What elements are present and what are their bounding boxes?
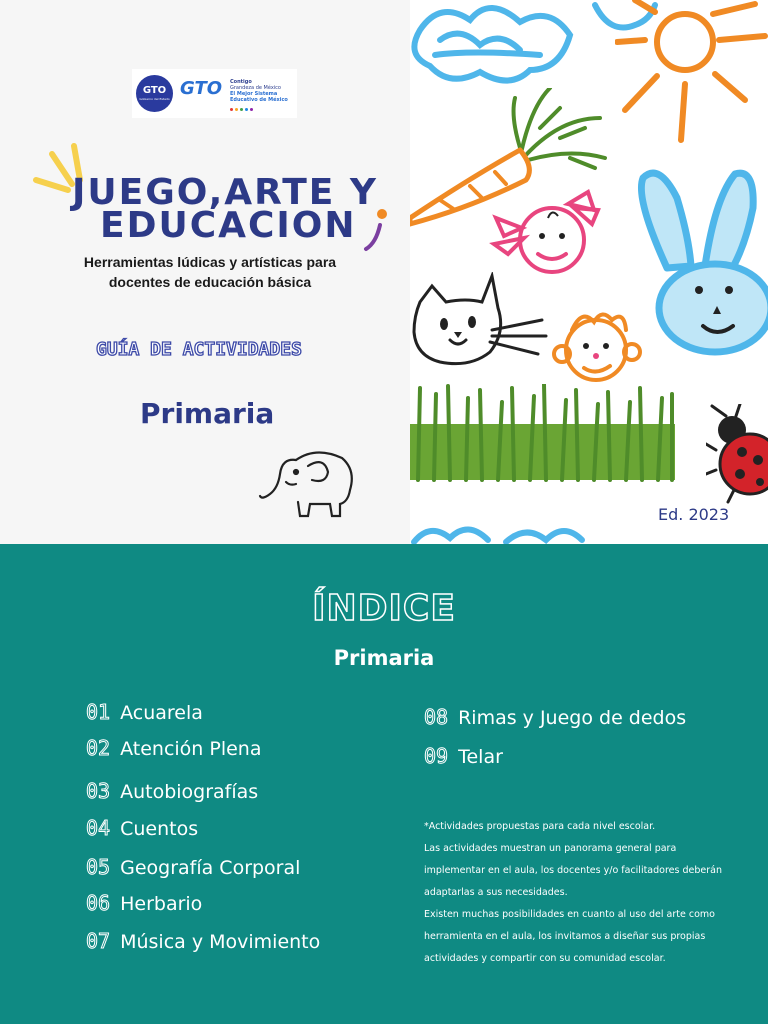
cover-left-panel (0, 0, 410, 544)
cover-subtitle: Herramientas lúdicas y artísticas para docentes de educación básica (83, 254, 337, 290)
gto-seal-icon: GTO Gobierno del Estado (136, 75, 173, 112)
illustration-panel (410, 0, 768, 544)
index-heading: ÍNDICE (312, 588, 456, 629)
index-item-autobiografias: 03 Autobiografías (86, 779, 259, 803)
index-section (0, 544, 768, 1024)
guide-label: GUÍA DE ACTIVIDADES (96, 339, 302, 360)
index-item-musica-movimiento: 07 Música y Movimiento (86, 929, 321, 953)
swoosh-icon (362, 205, 392, 255)
grass-icon (410, 384, 680, 484)
gto-brand: GTO (180, 78, 223, 99)
ladybug-icon (706, 404, 768, 504)
index-item-atencion-plena: 02 Atención Plena (86, 736, 262, 760)
logo-tagline: Contigo Grandeza de México El Mejor Sistema Educativo de México (230, 79, 288, 103)
index-item-telar: 09 Telar (424, 744, 503, 768)
edition-label: Ed. 2023 (658, 505, 730, 524)
level-title: Primaria (140, 397, 275, 430)
cover-title-line-1: JUEGO,ARTE Y (72, 172, 378, 213)
boy-face-icon (542, 306, 652, 390)
cloud-icon (410, 0, 580, 90)
government-logo (132, 69, 297, 118)
cat-icon (410, 272, 550, 372)
index-item-rimas: 08 Rimas y Juego de dedos (424, 705, 687, 729)
index-item-cuentos: 04 Cuentos (86, 816, 199, 840)
girl-face-icon (488, 188, 608, 280)
sun-icon (615, 0, 768, 150)
activities-note: *Actividades propuestas para cada nivel escolar. Las actividades muestran un panorama general para implementar en el aula, los docentes y/o facilitadores deberán adaptarlas a sus necesidades. Existen muchas posibilidades en cuanto al uso del arte como herramienta en el aula, los invitamos a diseñar sus propias actividades y compartir con su comunidad escolar. (424, 821, 722, 964)
elephant-icon (256, 442, 358, 520)
index-item-herbario: 06 Herbario (86, 891, 203, 915)
index-level: Primaria (333, 646, 435, 670)
cover-title-line-2: EDUCACION (100, 205, 357, 246)
logo-color-dots (230, 108, 253, 111)
index-item-acuarela: 01 Acuarela (86, 700, 203, 724)
index-item-geografia-corporal: 05 Geografía Corporal (86, 855, 301, 879)
